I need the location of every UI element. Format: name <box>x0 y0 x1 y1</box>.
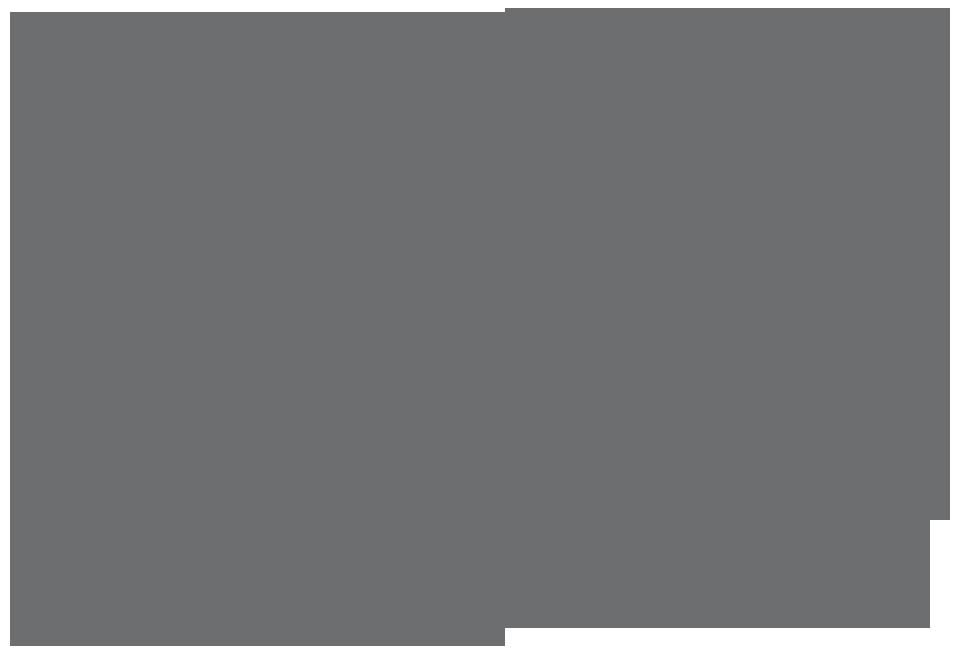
primary-surface <box>10 12 505 646</box>
upper-right-surface <box>505 8 950 520</box>
lower-right-surface <box>505 520 930 628</box>
